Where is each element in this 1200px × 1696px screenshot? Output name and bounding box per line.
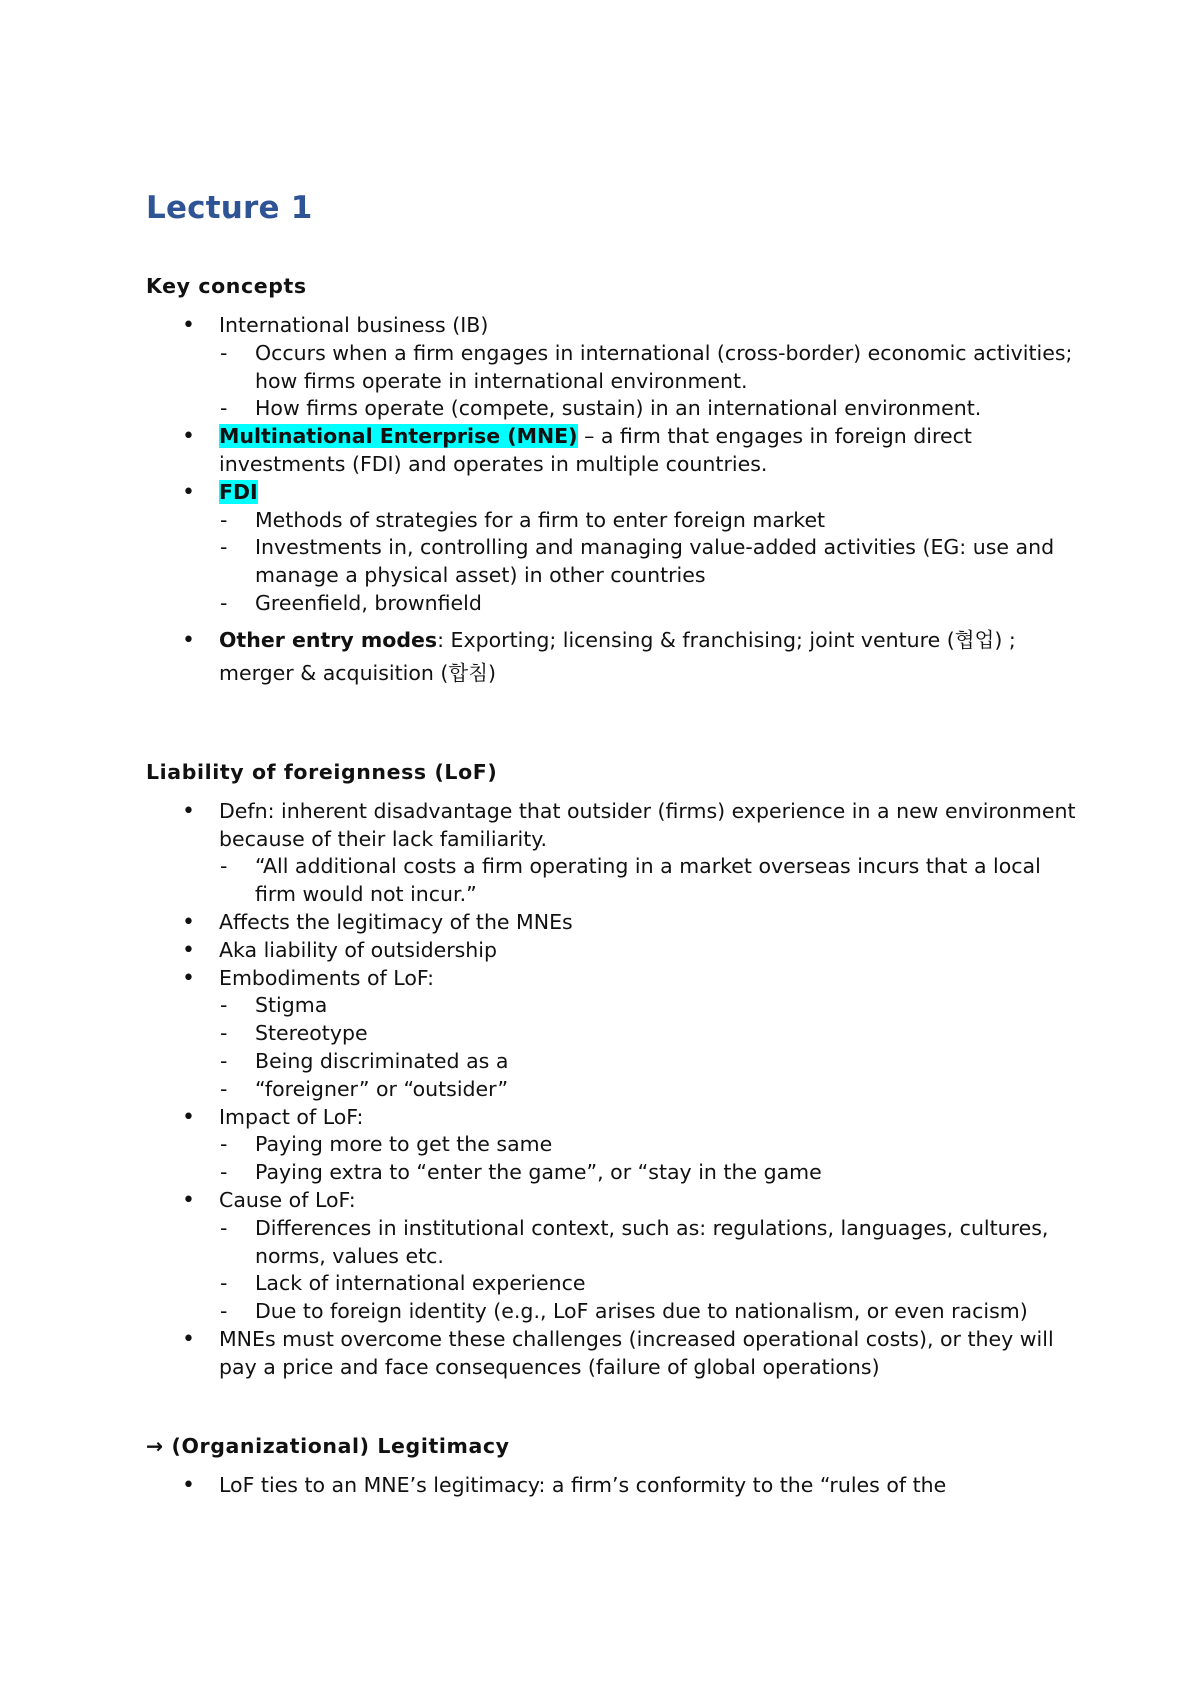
- section-heading-lof: Liability of foreignness (LoF): [146, 759, 498, 784]
- sub-item: - “All additional costs a firm operating in a market overseas incurs that a local firm would not incur.”: [219, 853, 1080, 909]
- list-item-legitimacy: • Affects the legitimacy of the MNEs: [146, 909, 1080, 937]
- list-item-impact: [146, 1104, 1080, 1187]
- section-heading-legitimacy: → (Organizational) Legitimacy: [146, 1433, 510, 1458]
- sub-item: - Lack of international experience: [219, 1270, 1080, 1298]
- sub-item: - Investments in, controlling and managing value-added activities (EG: use and manage a physical asset) in other countries: [219, 534, 1080, 590]
- list-item-defn: [146, 798, 1080, 909]
- sub-item: - Paying extra to “enter the game”, or “stay in the game: [219, 1159, 1080, 1187]
- sub-item: - Differences in institutional context, such as: regulations, languages, cultures, norms, values etc.: [219, 1215, 1080, 1271]
- sub-item: - Due to foreign identity (e.g., LoF arises due to nationalism, or even racism): [219, 1298, 1080, 1326]
- sub-item: - “foreigner” or “outsider”: [219, 1076, 1080, 1104]
- section-heading-key-concepts: Key concepts: [146, 274, 307, 298]
- defn-text: Defn: inherent disadvantage that outsider (firms) experience in a new environment because of their lack familiarity.: [219, 798, 1076, 851]
- sub-item: - How firms operate (compete, sustain) in an international environment.: [219, 395, 1080, 423]
- impact-label: Impact of LoF:: [219, 1104, 364, 1129]
- list-item-overcome: • MNEs must overcome these challenges (increased operational costs), or they will pay a price and face consequences (failure of global operations): [146, 1326, 1080, 1382]
- ib-label: International business (IB): [219, 313, 489, 337]
- page-title: Lecture 1: [146, 190, 313, 226]
- cause-sublist: [219, 1215, 1080, 1326]
- list-item-mne: [146, 423, 1080, 479]
- entry-modes-text: : Exporting; licensing & franchising; joint venture (협업) ; merger & acquisition (합침): [219, 627, 1016, 685]
- sub-item: - Methods of strategies for a firm to enter foreign market: [219, 507, 1080, 535]
- mne-term-highlight: Multinational Enterprise (MNE): [219, 424, 578, 449]
- sub-item: - Paying more to get the same: [219, 1131, 1080, 1159]
- embodiments-sublist: [219, 992, 1080, 1103]
- legitimacy-list: [146, 1472, 1080, 1500]
- defn-sublist: [219, 853, 1080, 909]
- list-item-legitimacy-ties: • LoF ties to an MNE’s legitimacy: a firm’s conformity to the “rules of the: [146, 1472, 1080, 1500]
- lof-list: [146, 798, 1080, 1382]
- sub-item: - Stigma: [219, 992, 1080, 1020]
- mne-definition: – a firm that engages in foreign direct investments (FDI) and operates in multiple countries.: [219, 424, 972, 476]
- sub-item: - Occurs when a firm engages in international (cross-border) economic activities; how firms operate in international environment.: [219, 340, 1080, 396]
- list-item-entry-modes: [146, 624, 1080, 690]
- list-item-embodiments: [146, 965, 1080, 1104]
- list-item-cause: [146, 1187, 1080, 1326]
- list-item-ib: [146, 312, 1080, 423]
- ib-sublist: [219, 340, 1080, 423]
- cause-label: Cause of LoF:: [219, 1187, 356, 1212]
- sub-item: - Greenfield, brownfield: [219, 590, 1080, 618]
- fdi-term-highlight: FDI: [219, 479, 258, 504]
- fdi-sublist: [219, 507, 1080, 618]
- list-item-fdi: [146, 479, 1080, 618]
- embodiments-label: Embodiments of LoF:: [219, 965, 434, 990]
- key-concepts-list: [146, 312, 1080, 690]
- sub-item: - Stereotype: [219, 1020, 1080, 1048]
- impact-sublist: [219, 1131, 1080, 1187]
- list-item-aka: • Aka liability of outsidership: [146, 937, 1080, 965]
- entry-modes-term: Other entry modes: [219, 627, 438, 652]
- sub-item: - Being discriminated as a: [219, 1048, 1080, 1076]
